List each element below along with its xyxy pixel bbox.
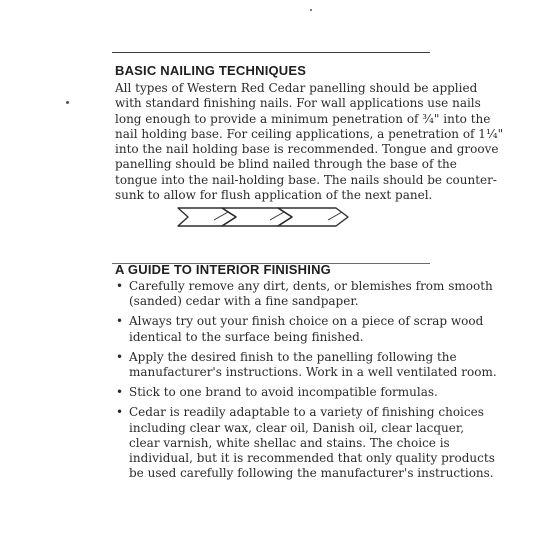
paragraph-line: long enough to provide a minimum penetration of ¾" into the: [115, 111, 491, 126]
bullet-line: Stick to one brand to avoid incompatible formulas.: [129, 385, 438, 400]
nail-line: [214, 212, 228, 220]
list-item: [115, 314, 484, 344]
top-divider: [112, 52, 430, 53]
bullet-line: manufacturer's instructions. Work in a well ventilated room.: [129, 365, 497, 380]
tongue-and-groove-panel-icon: [170, 202, 360, 232]
bullet-line: individual, but it is recommended that only quality products: [129, 451, 495, 466]
paragraph-line: sunk to allow for flush application of the next panel.: [115, 188, 433, 203]
bullet-line: Always try out your finish choice on a piece of scrap wood: [129, 314, 484, 329]
nailing-heading: BASIC NAILING TECHNIQUES: [115, 63, 307, 78]
nail-line: [270, 212, 284, 220]
paragraph-line: tongue into the nail-holding base. The nails should be counter-: [115, 172, 497, 187]
finishing-bullet-list: [115, 279, 497, 486]
bullet-line: clear varnish, white shellac and stains. The choice is: [129, 435, 450, 450]
bullet-glyph: •: [116, 349, 124, 364]
bullet-line: be used carefully following the manufacturer's instructions.: [129, 466, 494, 481]
nailing-paragraph: [115, 81, 504, 203]
bullet-line: (sanded) cedar with a fine sandpaper.: [129, 294, 359, 309]
paragraph-line: with standard finishing nails. For wall applications use nails: [115, 96, 481, 111]
list-item: [115, 405, 495, 481]
bullet-line: including clear wax, clear oil, Danish oil, clear lacquer,: [129, 420, 465, 435]
paragraph-line: All types of Western Red Cedar panelling should be applied: [115, 81, 478, 95]
paragraph-line: into the nail holding base is recommended. Tongue and groove: [115, 142, 499, 157]
finishing-heading: A GUIDE TO INTERIOR FINISHING: [115, 262, 331, 277]
panel-outlines: [178, 208, 348, 226]
bullet-line: Apply the desired finish to the panelling following the: [129, 349, 457, 364]
bullet-glyph: •: [116, 279, 124, 293]
paragraph-line: panelling should be blind nailed through the base of the: [115, 157, 457, 172]
scan-speck: [310, 9, 312, 11]
scan-speck: [66, 101, 69, 104]
panel-3-outline: [278, 208, 348, 226]
bullet-glyph: •: [116, 385, 124, 400]
nail-line: [328, 212, 342, 220]
bullet-line: Cedar is readily adaptable to a variety of finishing choices: [129, 405, 484, 420]
bullet-glyph: •: [116, 405, 124, 420]
bullet-line: identical to the surface being finished.: [129, 329, 364, 344]
bullet-glyph: •: [116, 314, 124, 329]
list-item: [115, 385, 438, 400]
list-item: [115, 349, 497, 380]
paragraph-line: nail holding base. For ceiling applications, a penetration of 1¼": [115, 126, 504, 141]
bullet-line: Carefully remove any dirt, dents, or blemishes from smooth: [129, 279, 493, 293]
list-item: [115, 279, 493, 309]
